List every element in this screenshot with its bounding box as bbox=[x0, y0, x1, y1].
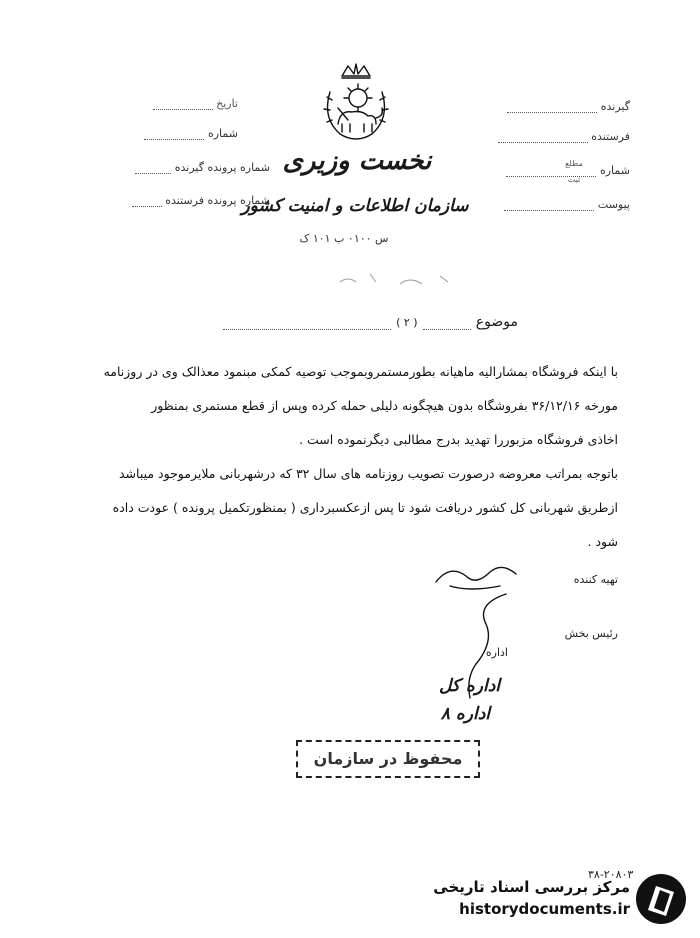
department-label: اداره bbox=[485, 646, 508, 659]
subject-value: ( ۲ ) bbox=[396, 316, 418, 329]
receiver-file-number-label: شماره پرونده گیرنده bbox=[174, 161, 270, 174]
dept-note-1: اداره کل bbox=[438, 676, 500, 696]
number-label-right: شماره bbox=[599, 164, 630, 177]
footer-org-name: مرکز بررسی اسناد تاریخی bbox=[433, 878, 630, 896]
body-line-3: اخاذی فروشگاه مزبوررا تهدید بدرج مطالبی دیگرنموده است . bbox=[299, 432, 618, 447]
redaction-marks bbox=[330, 262, 480, 292]
sender-file-number-field bbox=[120, 194, 270, 207]
number-field-right bbox=[470, 164, 630, 177]
date-field bbox=[120, 97, 238, 110]
attachment-label: پیوست bbox=[597, 198, 630, 211]
archive-logo-icon bbox=[634, 870, 688, 928]
number-label-left: شماره bbox=[207, 127, 238, 140]
body-line-5: ازطریق شهربانی کل کشور دریافت شود تا پس ازعکسبرداری ( بمنظورتکمیل پرونده ) عودت داده bbox=[112, 500, 618, 515]
sender-field bbox=[470, 130, 630, 143]
section-head-label: رئیس بخش bbox=[564, 627, 618, 640]
number-field-left bbox=[120, 127, 238, 140]
number-sub-labels bbox=[556, 156, 592, 188]
ministry-title: نخست وزیری bbox=[282, 146, 432, 176]
lion-and-sun-crown-icon bbox=[318, 62, 394, 148]
body-line-2: مورخه ۳۶/۱۲/۱۶ بفروشگاه بدون هیچگونه دلیلی حمله کرده وپس از قطع مستمری بمنظور bbox=[151, 398, 618, 413]
body-line-6: شود . bbox=[587, 534, 618, 549]
subject-line bbox=[170, 311, 518, 330]
receiver-file-number-field bbox=[120, 161, 270, 174]
number-sub-2: ثبت bbox=[567, 175, 581, 184]
organization-name: سازمان اطلاعات و امنیت کشور bbox=[241, 196, 469, 216]
emblem bbox=[318, 62, 394, 148]
body-line-1: با اینکه فروشگاه بمشارالیه ماهیانه بطورمستمروبموجب توصیه کمکی مبنمود معذالک وی در روزنامه bbox=[103, 364, 618, 379]
dept-note-2: اداره ۸ bbox=[440, 704, 490, 724]
sender-label: فرستنده bbox=[591, 130, 630, 143]
subject-label: موضوع bbox=[475, 314, 518, 330]
receiver-field bbox=[470, 100, 630, 113]
date-label: تاریخ bbox=[216, 97, 238, 110]
stamp-text: محفوظ در سازمان bbox=[313, 749, 463, 768]
body-line-4: باتوجه بمراتب معروضه درصورت تصویب روزنامه های سال ۳۲ که درشهربانی ملایرموجود میباشد bbox=[118, 466, 618, 481]
sender-file-number-label: شماره پرونده فرستنده bbox=[165, 194, 270, 207]
archive-stamp bbox=[296, 740, 480, 778]
archive-number: ۳۸-۲۰۸۰۳ bbox=[588, 868, 634, 881]
reference-code: س ۰۱۰۰ ب ۱۰۱ ک bbox=[299, 232, 389, 245]
attachment-field bbox=[470, 198, 630, 211]
footer-website[interactable]: historydocuments.ir bbox=[459, 900, 630, 918]
number-sub-1: مطلع bbox=[565, 159, 583, 168]
preparer-label: تهیه کننده bbox=[573, 573, 618, 586]
receiver-label: گیرنده bbox=[600, 100, 630, 113]
